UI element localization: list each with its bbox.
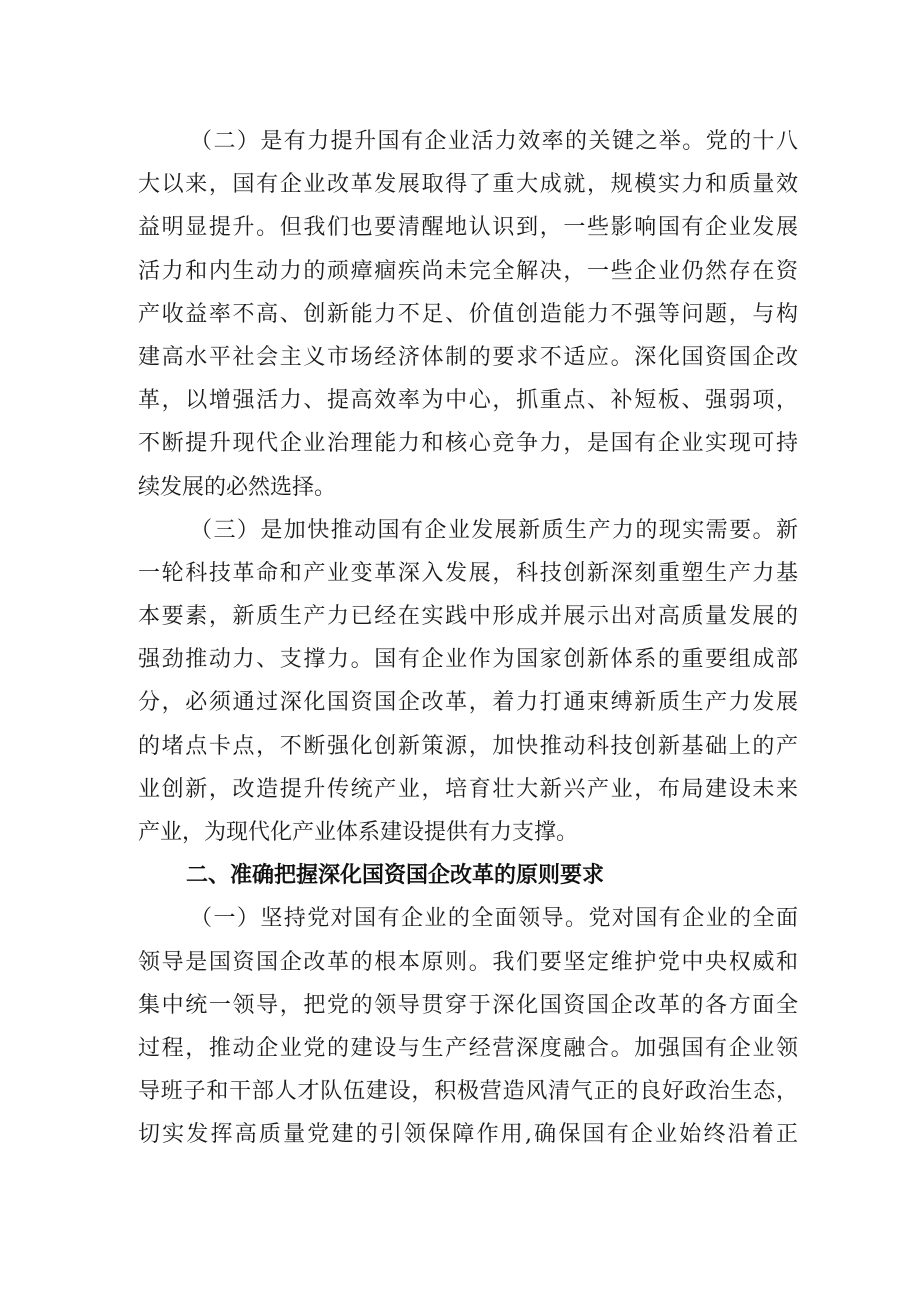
text-line: 大以来，国有企业改革发展取得了重大成就，规模实力和质量效	[138, 172, 798, 198]
text-line: 的堵点卡点，不断强化创新策源，加快推动科技创新基础上的产	[138, 733, 798, 759]
text-line: 续发展的必然选择。	[138, 474, 337, 500]
paragraph-three-need	[138, 509, 798, 855]
text-line: 本要素，新质生产力已经在实践中形成并展示出对高质量发展的	[138, 604, 798, 630]
text-line: 建高水平社会主义市场经济体制的要求不适应。深化国资国企改	[138, 344, 798, 370]
text-line: 一轮科技革命和产业变革深入发展，科技创新深刻重塑生产力基	[138, 560, 798, 586]
text-line: 强劲推动力、支撑力。国有企业作为国家创新体系的重要组成部	[138, 647, 798, 673]
text-line: 益明显提升。但我们也要清醒地认识到，一些影响国有企业发展	[138, 215, 798, 241]
text-line: 过程，推动企业党的建设与生产经营深度融合。加强国有企业领	[138, 1035, 798, 1061]
paragraph-two-role	[138, 120, 798, 509]
text-line: 集中统一领导，把党的领导贯穿于深化国资国企改革的各方面全	[138, 992, 798, 1018]
document-page	[138, 120, 798, 1157]
section-heading: 二、准确把握深化国资国企改革的原则要求	[186, 863, 605, 889]
text-line: 活力和内生动力的顽瘴痼疾尚未完全解决，一些企业仍然存在资	[138, 258, 798, 284]
text-line: 产业，为现代化产业体系建设提供有力支撑。	[138, 820, 579, 845]
text-line: （二）是有力提升国有企业活力效率的关键之举。党的十八	[190, 129, 798, 154]
text-line: 不断提升现代企业治理能力和核心竞争力，是国有企业实现可持	[138, 431, 798, 457]
text-line: 业创新，改造提升传统产业，培育壮大新兴产业，布局建设未来	[138, 776, 798, 802]
text-line: （一）坚持党对国有企业的全面领导。党对国有企业的全面	[190, 906, 798, 932]
paragraph-one-leadership	[138, 897, 798, 1156]
text-line: 导班子和干部人才队伍建设，积极营造风清气正的良好政治生态，	[138, 1079, 798, 1105]
text-line: （三）是加快推动国有企业发展新质生产力的现实需要。新	[190, 517, 798, 543]
text-line: 革，以增强活力、提高效率为中心，抓重点、补短板、强弱项，	[138, 388, 798, 414]
text-line: 领导是国资国企改革的根本原则。我们要坚定维护党中央权威和	[138, 949, 798, 975]
text-line: 切实发挥高质量党建的引领保障作用,确保国有企业始终沿着正	[138, 1122, 798, 1148]
text-line: 分，必须通过深化国资国企改革，着力打通束缚新质生产力发展	[138, 690, 798, 716]
text-line: 产收益率不高、创新能力不足、价值创造能力不强等问题，与构	[138, 301, 798, 327]
